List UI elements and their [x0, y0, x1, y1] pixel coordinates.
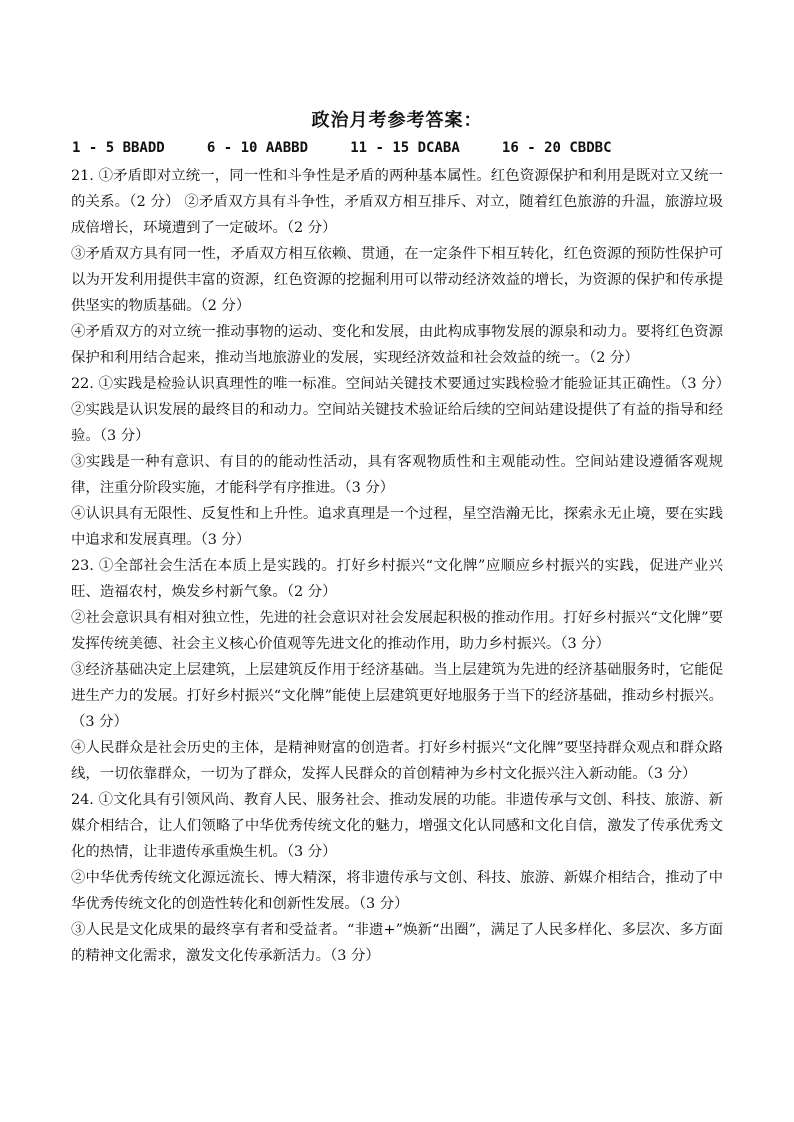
mc-answer-group: 6 - 10 AABBD [206, 140, 309, 156]
answer-paragraph: ③实践是一种有意识、有目的的能动性活动，具有客观物质性和主观能动性。空间站建设遵循客观规律，注重分阶段实施，才能科学有序推进。（3 分） [71, 454, 723, 496]
answer-paragraph: ③人民是文化成果的最终享有者和受益者。“非遗+”焕新“出圈”，满足了人民多样化、多层次、多方面的精神文化需求，激发文化传承新活力。（3 分） [71, 922, 723, 964]
answer-paragraph: ④人民群众是社会历史的主体，是精神财富的创造者。打好乡村振兴“文化牌”要坚持群众观点和群众路线，一切依靠群众，一切为了群众，发挥人民群众的首创精神为乡村文化振兴注入新动能。（3 分） [71, 740, 723, 782]
answer-paragraph: ③矛盾双方具有同一性，矛盾双方相互依赖、贯通，在一定条件下相互转化，红色资源的预防性保护可以为开发利用提供丰富的资源，红色资源的挖掘利用可以带动经济效益的增长，为资源的保护和传承提供坚实的物质基础。（2 分） [71, 246, 723, 314]
multiple-choice-answers [72, 140, 612, 156]
page-title: 政治月考参考答案： [311, 110, 483, 131]
mc-answer-group: 16 - 20 CBDBC [501, 140, 612, 156]
answer-paragraph: 23. ①全部社会生活在本质上是实践的。打好乡村振兴“文化牌”应顺应乡村振兴的实践，促进产业兴旺、造福农村，焕发乡村新气象。（2 分） [71, 558, 723, 600]
answer-paragraph: ③经济基础决定上层建筑，上层建筑反作用于经济基础。当上层建筑为先进的经济基础服务时，它能促进生产力的发展。打好乡村振兴“文化牌”能使上层建筑更好地服务于当下的经济基础，推动乡村振兴。（3 分） [71, 662, 723, 730]
answer-paragraph: 24. ①文化具有引领风尚、教育人民、服务社会、推动发展的功能。非遗传承与文创、科技、旅游、新媒介相结合，让人们领略了中华优秀传统文化的魅力，增强文化认同感和文化自信，激发了传承优秀文化的热情，让非遗传承重焕生机。（3 分） [71, 792, 723, 860]
mc-answer-group: 11 - 15 DCABA [350, 140, 460, 156]
answer-paragraph: ④矛盾双方的对立统一推动事物的运动、变化和发展，由此构成事物发展的源泉和动力。要将红色资源保护和利用结合起来，推动当地旅游业的发展，实现经济效益和社会效益的统一。（2 分） [71, 324, 723, 366]
answer-paragraph: ④认识具有无限性、反复性和上升性。追求真理是一个过程，星空浩瀚无比，探索永无止境，要在实践中追求和发展真理。（3 分） [71, 506, 723, 548]
answer-body [71, 163, 723, 969]
answer-paragraph: 22. ①实践是检验认识真理性的唯一标准。空间站关键技术要通过实践检验才能验证其正确性。（3 分）②实践是认识发展的最终目的和动力。空间站关键技术验证给后续的空间站建设提供了有益的指导和经验。（3 分） [71, 376, 723, 444]
answer-paragraph: 21. ①矛盾即对立统一，同一性和斗争性是矛盾的两种基本属性。红色资源保护和利用是既对立又统一的关系。（2 分） ②矛盾双方具有斗争性，矛盾双方相互排斥、对立，随着红色旅游的升温，旅游垃圾成倍增长，环境遭到了一定破坏。（2 分） [71, 168, 723, 236]
mc-answer-group: 1 - 5 BBADD [72, 140, 165, 156]
answer-paragraph: ②中华优秀传统文化源远流长、博大精深，将非遗传承与文创、科技、旅游、新媒介相结合，推动了中华优秀传统文化的创造性转化和创新性发展。（3 分） [71, 870, 723, 912]
answer-paragraph: ②社会意识具有相对独立性，先进的社会意识对社会发展起积极的推动作用。打好乡村振兴“文化牌”要发挥传统美德、社会主义核心价值观等先进文化的推动作用，助力乡村振兴。（3 分） [71, 610, 723, 652]
